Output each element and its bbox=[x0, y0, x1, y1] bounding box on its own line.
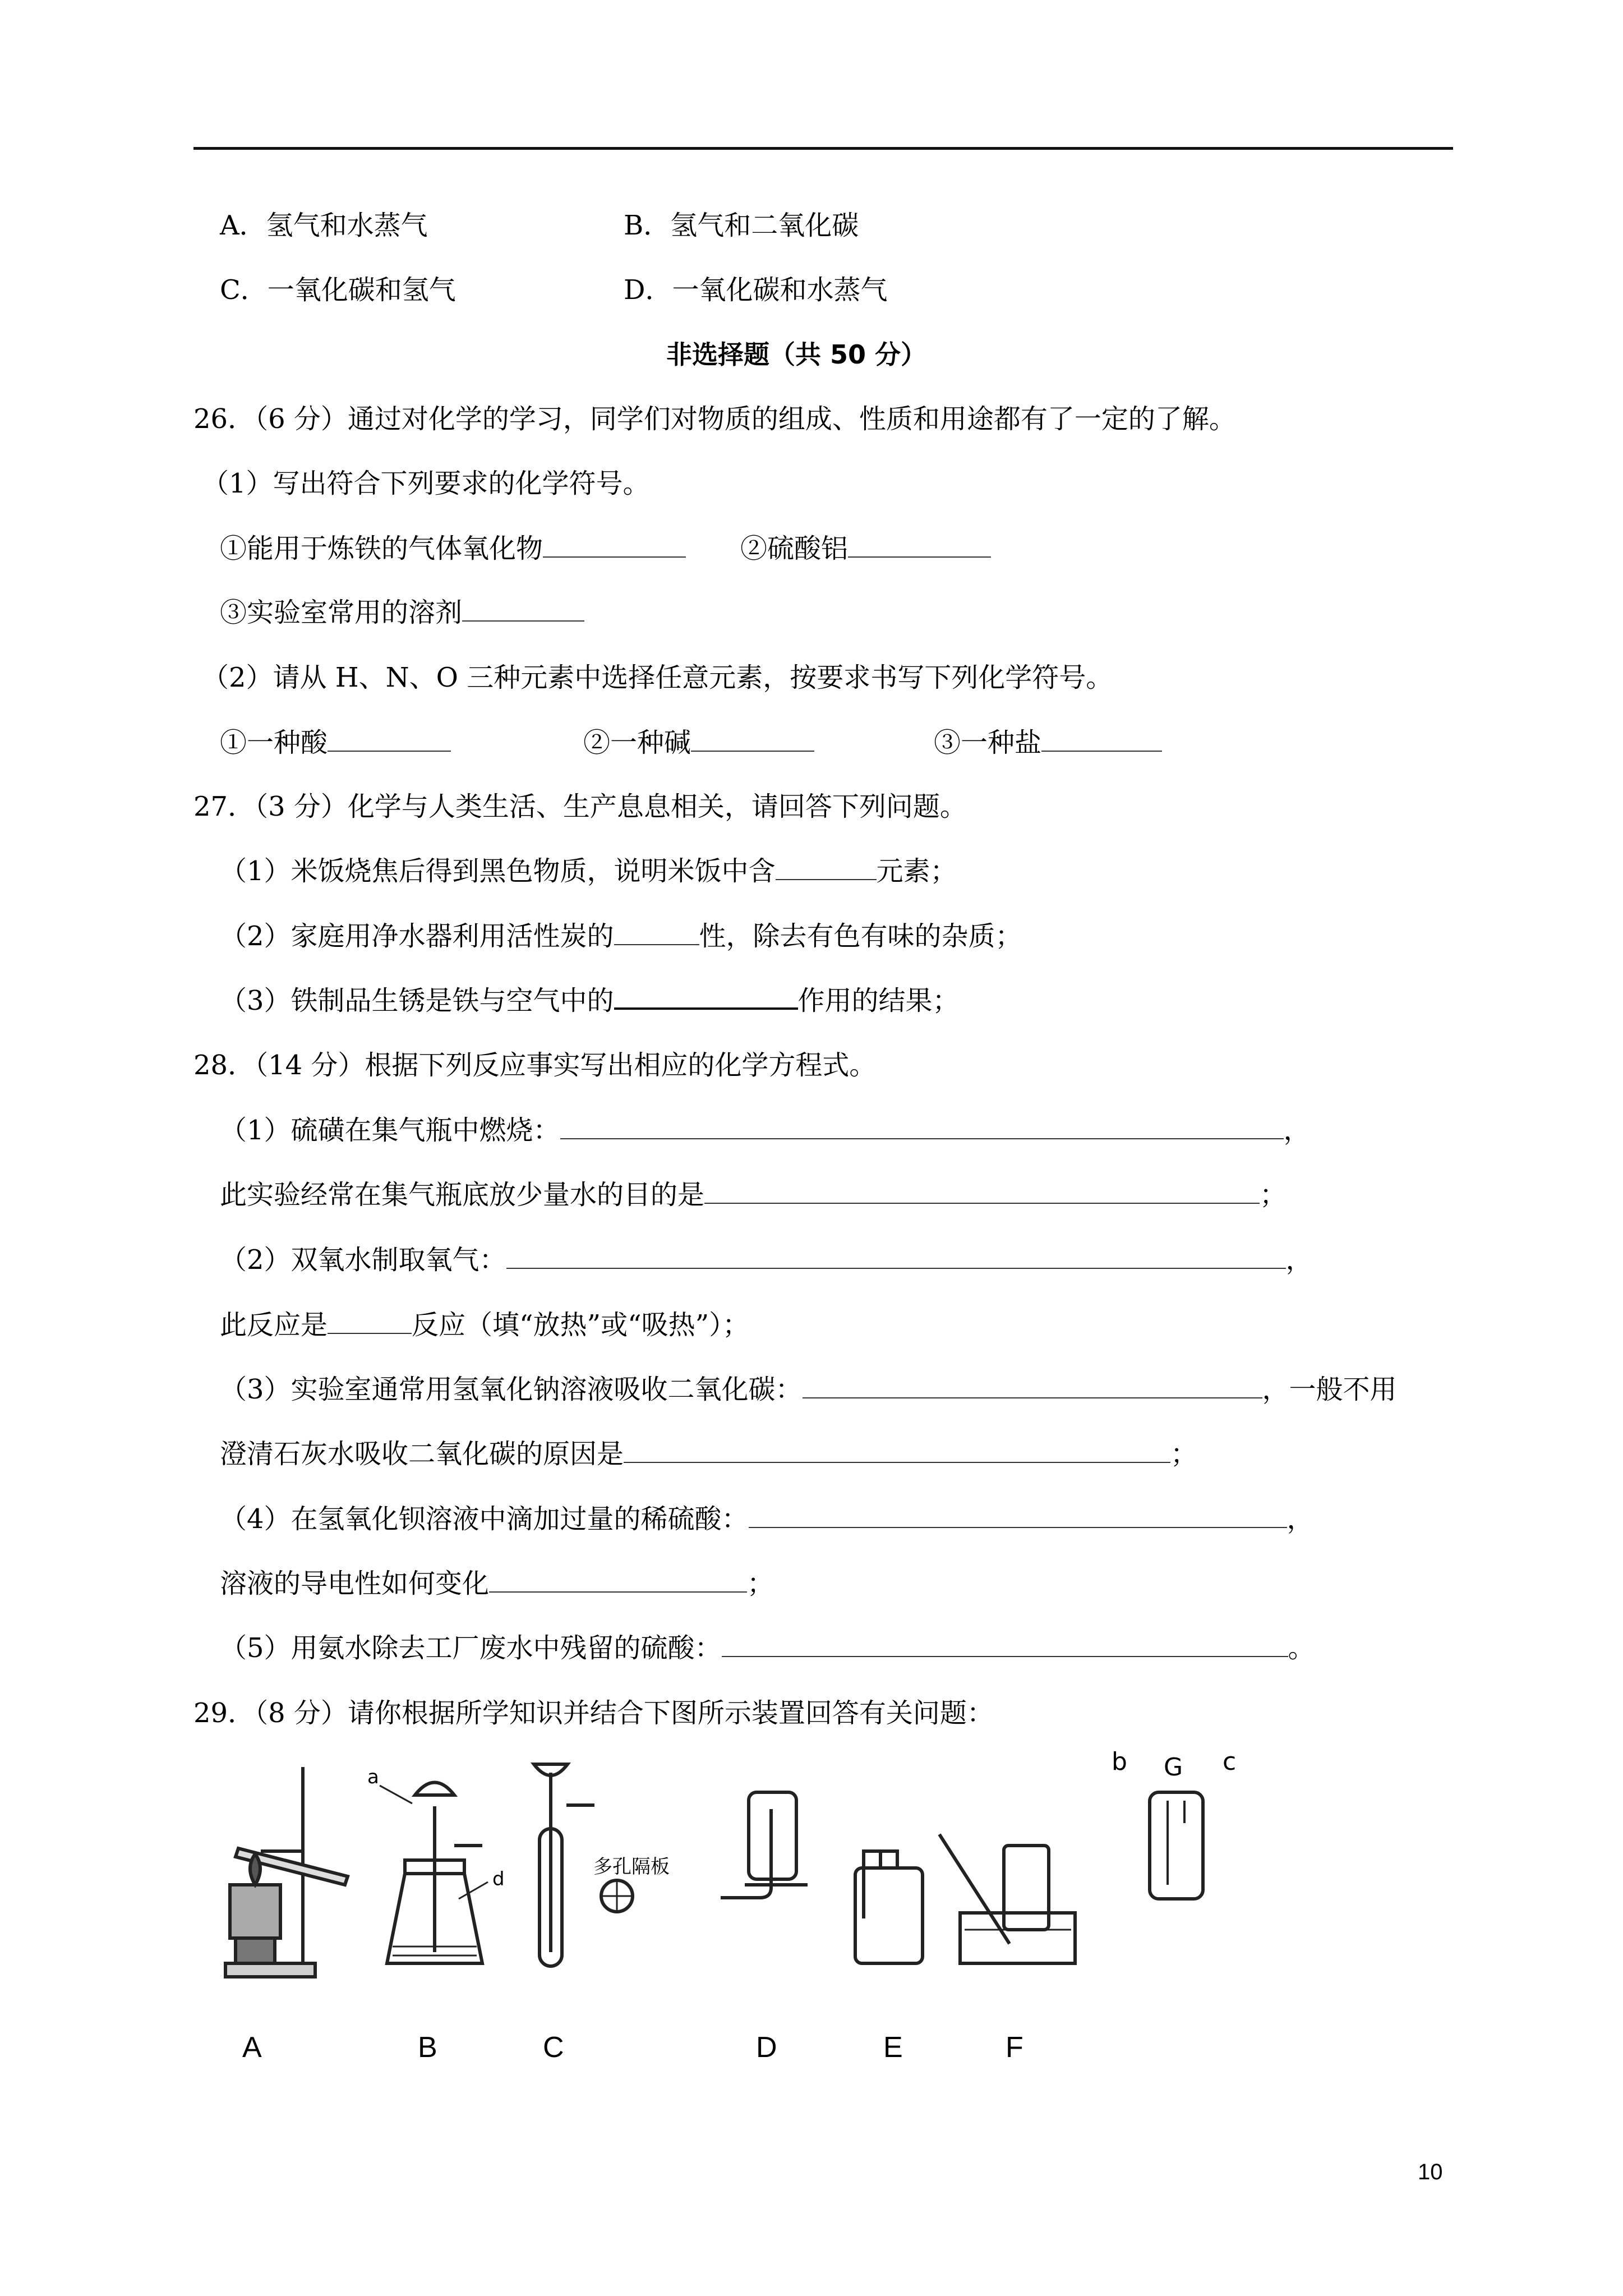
label-g-b: b bbox=[1112, 1747, 1127, 1776]
label-f: F bbox=[1006, 2031, 1023, 2064]
q26-item1: ①能用于炼铁的气体氧化物 bbox=[220, 531, 686, 567]
option-d: D．一氧化碳和水蒸气 bbox=[624, 274, 888, 306]
apparatus-f bbox=[939, 1834, 1075, 1963]
option-c: C．一氧化碳和氢气 bbox=[220, 274, 456, 306]
q27-part1: （1）米饭烧焦后得到黑色物质，说明米饭中含 元素； bbox=[220, 855, 957, 887]
q28-part4b: 溶液的导电性如何变化 ； bbox=[220, 1568, 774, 1599]
q28-part1: （1）硫磺在集气瓶中燃烧： ， bbox=[220, 1115, 1311, 1146]
q26-part2: （2）请从 H、N、O 三种元素中选择任意元素，按要求书写下列化学符号。 bbox=[202, 662, 1113, 693]
label-g: G bbox=[1164, 1753, 1183, 1782]
option-a: A．氢气和水蒸气 bbox=[220, 210, 428, 241]
label-e: E bbox=[883, 2031, 903, 2064]
q26-item3: ③实验室常用的溶剂 bbox=[220, 595, 584, 631]
page-number: 10 bbox=[1418, 2160, 1443, 2184]
q28-part3b: 澄清石灰水吸收二氧化碳的原因是 ； bbox=[220, 1438, 1198, 1470]
apparatus-b bbox=[380, 1783, 488, 1964]
q28-part2b: 此反应是 反应（填“放热”或“吸热”）； bbox=[220, 1309, 750, 1341]
apparatus-e bbox=[855, 1851, 923, 1963]
q27-part3: （3）铁制品生锈是铁与空气中的 作用的结果； bbox=[220, 983, 960, 1019]
q26-salt: ③一种盐 bbox=[934, 725, 1162, 761]
apparatus-d bbox=[721, 1792, 808, 1898]
q28-part5: （5）用氨水除去工厂废水中残留的硫酸： 。 bbox=[220, 1632, 1315, 1664]
q28-part4: （4）在氢氧化钡溶液中滴加过量的稀硫酸： ， bbox=[220, 1503, 1314, 1535]
q27-stem: 27．（3 分）化学与人类生活、生产息息相关，请回答下列问题。 bbox=[193, 791, 967, 822]
q26-base: ②一种碱 bbox=[583, 725, 814, 761]
label-g-c: c bbox=[1223, 1747, 1237, 1776]
label-b-d: d bbox=[492, 1868, 505, 1890]
label-b-a: a bbox=[367, 1766, 379, 1788]
q27-part2: （2）家庭用净水器利用活性炭的 性，除去有色有味的杂质； bbox=[220, 921, 1022, 952]
label-d: D bbox=[756, 2031, 777, 2064]
q26-item2: ②硫酸铝 bbox=[740, 531, 991, 567]
q26-acid: ①一种酸 bbox=[220, 725, 451, 761]
label-c-plate: 多孔隔板 bbox=[593, 1856, 670, 1878]
q28-part3: （3）实验室通常用氢氧化钠溶液吸收二氧化碳： ，一般不用 bbox=[220, 1374, 1397, 1405]
q26-stem: 26．（6 分）通过对化学的学习，同学们对物质的组成、性质和用途都有了一定的了解。 bbox=[193, 403, 1236, 435]
apparatus-a bbox=[225, 1767, 348, 1977]
label-b: B bbox=[418, 2031, 437, 2064]
q28-part1b: 此实验经常在集气瓶底放少量水的目的是 ； bbox=[220, 1179, 1287, 1211]
q28-stem: 28．（14 分）根据下列反应事实写出相应的化学方程式。 bbox=[193, 1050, 877, 1081]
label-c: C bbox=[543, 2031, 564, 2064]
section-title: 非选择题（共 50 分） bbox=[666, 339, 927, 370]
q29-stem: 29．（8 分）请你根据所学知识并结合下图所示装置回答有关问题： bbox=[193, 1697, 994, 1729]
option-b: B．氢气和二氧化碳 bbox=[624, 210, 859, 241]
apparatus-g bbox=[1150, 1792, 1203, 1899]
label-a: A bbox=[242, 2031, 262, 2064]
q28-part2: （2）双氧水制取氧气： ， bbox=[220, 1244, 1313, 1276]
q26-part1: （1）写出符合下列要求的化学符号。 bbox=[202, 468, 650, 499]
